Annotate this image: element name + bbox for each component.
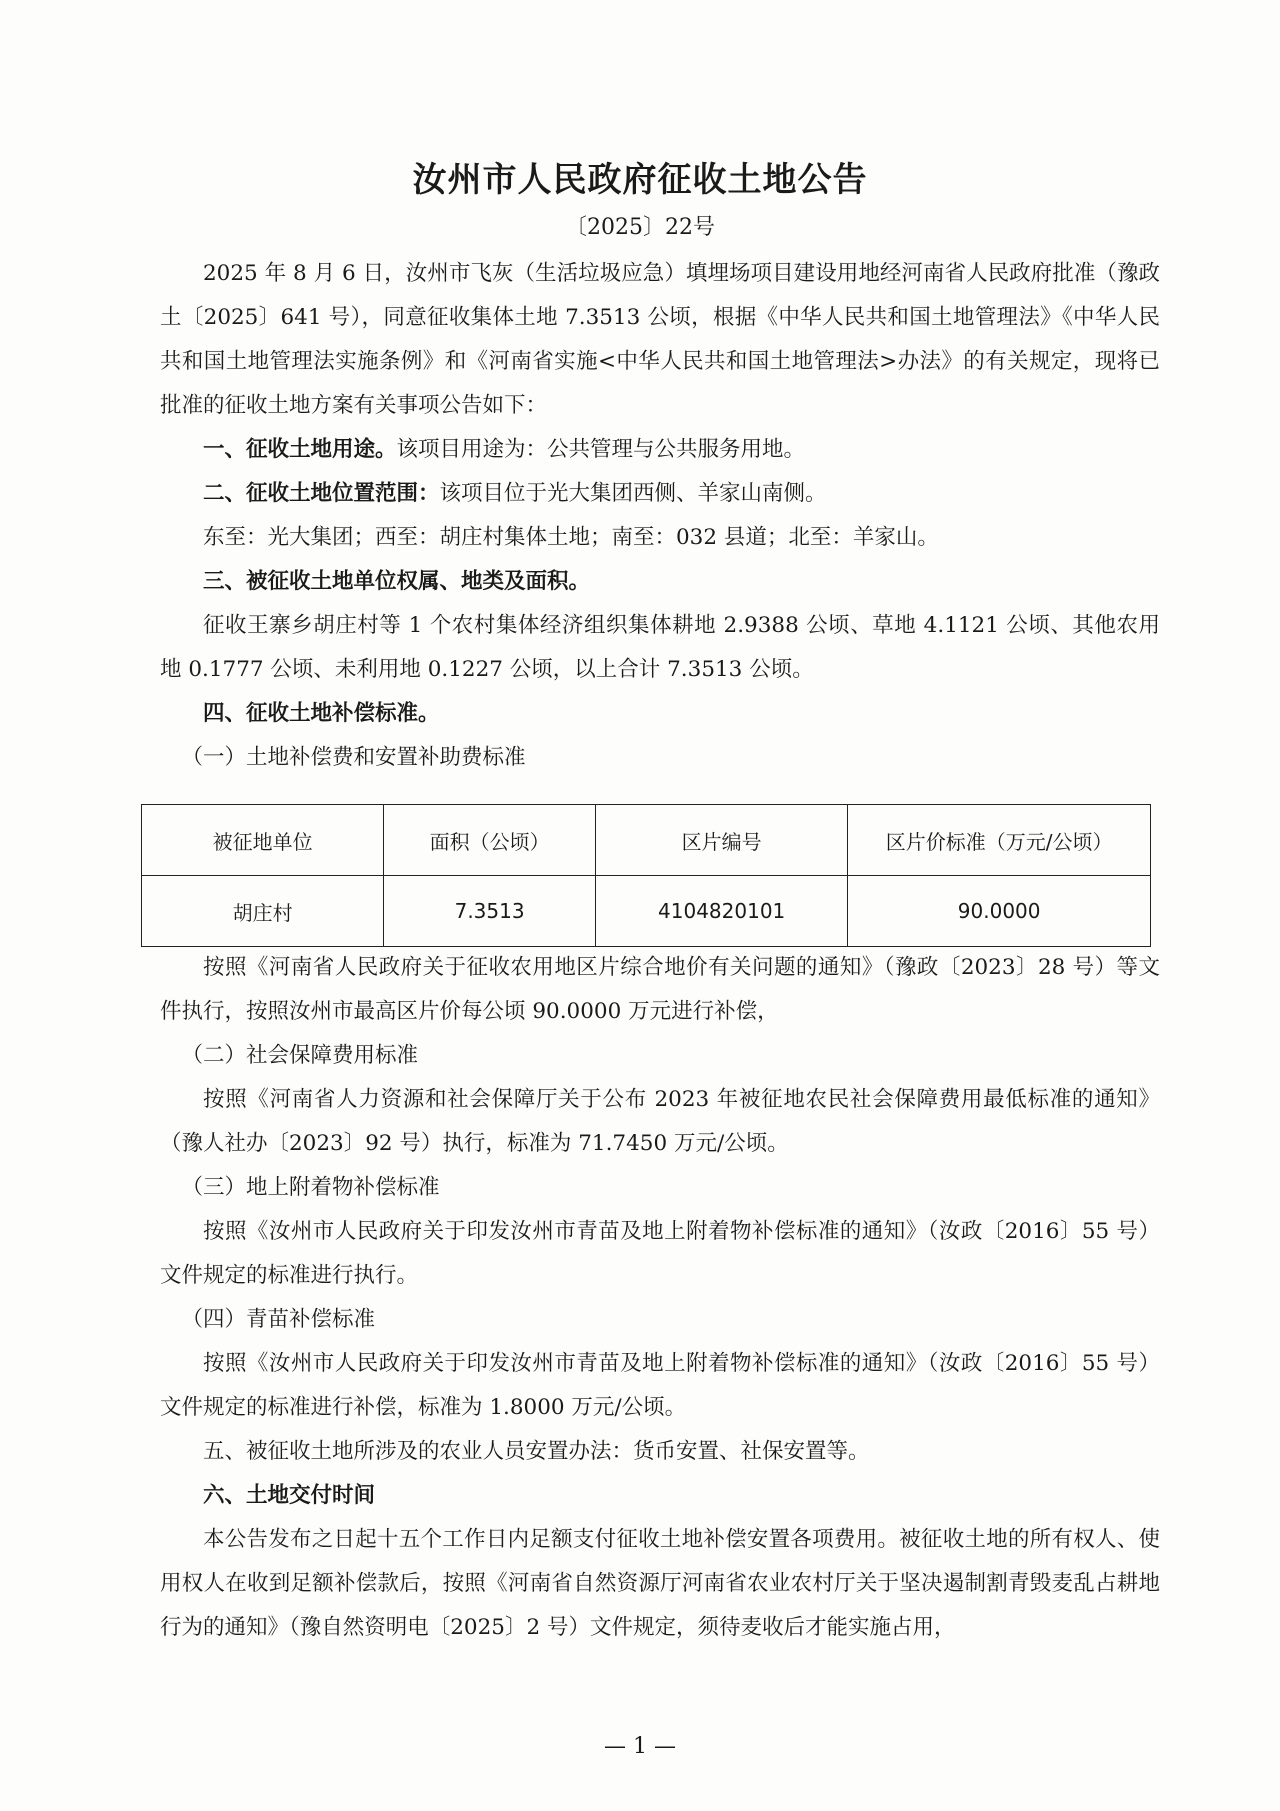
page-number: — 1 — (604, 1734, 676, 1759)
table-cell: 90.0000 (848, 876, 1151, 947)
document-number: 〔2025〕22号 (565, 215, 715, 240)
section-1 (160, 428, 1160, 472)
section-5-text: 五、被征收土地所涉及的农业人员安置办法：货币安置、社保安置等。 (203, 1439, 870, 1464)
section-4-sub-1-heading: （一）土地补偿费和安置补助费标准 (181, 745, 526, 770)
table-header-cell: 被征地单位 (142, 805, 384, 876)
body-upper (160, 252, 1160, 780)
table-row (142, 876, 1151, 947)
section-1-heading: 一、征收土地用途。 (203, 437, 397, 462)
section-3-text: 征收王寨乡胡庄村等 1 个农村集体经济组织集体耕地 2.9388 公顷、草地 4.1121 公顷、其他农用地 0.1777 公顷、未利用地 0.1227 公顷，以上合计 7.3513 公顷。 (160, 613, 1160, 682)
table-cell: 7.3513 (384, 876, 596, 947)
table-header-row (142, 805, 1151, 876)
table-header-cell: 面积（公顷） (384, 805, 596, 876)
section-1-text: 该项目用途为：公共管理与公共服务用地。 (396, 437, 806, 462)
table-cell: 胡庄村 (142, 876, 384, 947)
section-4-sub-4-text: 按照《汝州市人民政府关于印发汝州市青苗及地上附着物补偿标准的通知》（汝政〔2016〕55 号）文件规定的标准进行补偿，标准为 1.8000 万元/公顷。 (160, 1351, 1160, 1420)
section-2 (160, 472, 1160, 516)
section-4-sub-2-text: 按照《河南省人力资源和社会保障厅关于公布 2023 年被征地农民社会保障费用最低标准的通知》（豫人社办〔2023〕92 号）执行，标准为 71.7450 万元/公顷。 (160, 1087, 1160, 1156)
section-4-sub-1-text: 按照《河南省人民政府关于征收农用地区片综合地价有关问题的通知》（豫政〔2023〕28 号）等文件执行，按照汝州市最高区片价每公顷 90.0000 万元进行补偿， (160, 955, 1160, 1024)
section-6-heading: 六、土地交付时间 (203, 1483, 376, 1508)
section-4-sub-4-heading: （四）青苗补偿标准 (181, 1307, 376, 1332)
compensation-table (141, 804, 1151, 947)
table-header-cell: 区片价标准（万元/公顷） (848, 805, 1151, 876)
section-4-heading: 四、征收土地补偿标准。 (203, 701, 440, 726)
table-cell: 4104820101 (596, 876, 848, 947)
intro-paragraph: 2025 年 8 月 6 日，汝州市飞灰（生活垃圾应急）填埋场项目建设用地经河南省人民政府批准（豫政土〔2025〕641 号），同意征收集体土地 7.3513 公顷，根据《中华人民共和国土地管理法》《中华人民共和国土地管理法实施条例》和《河南省实施<中华人民共和国土地管理法>办法》的有关规定，现将已批准的征收土地方案有关事项公告如下： (160, 261, 1160, 418)
section-6-text: 本公告发布之日起十五个工作日内足额支付征收土地补偿安置各项费用。被征收土地的所有权人、使用权人在收到足额补偿款后，按照《河南省自然资源厅河南省农业农村厅关于坚决遏制割青毁麦乱占耕地行为的通知》（豫自然资明电〔2025〕2 号）文件规定，须待麦收后才能实施占用， (160, 1527, 1160, 1640)
section-2-heading: 二、征收土地位置范围： (203, 481, 440, 506)
table-header-cell: 区片编号 (596, 805, 848, 876)
section-4-sub-2-heading: （二）社会保障费用标准 (181, 1043, 419, 1068)
section-2-boundary: 东至：光大集团；西至：胡庄村集体土地；南至：032 县道；北至：羊家山。 (203, 525, 939, 550)
section-3-heading: 三、被征收土地单位权属、地类及面积。 (203, 569, 591, 594)
body-lower (160, 946, 1160, 1650)
section-4-sub-3-heading: （三）地上附着物补偿标准 (181, 1175, 440, 1200)
page-title: 汝州市人民政府征收土地公告 (412, 160, 868, 200)
section-2-text: 该项目位于光大集团西侧、羊家山南侧。 (439, 481, 827, 506)
section-4-sub-3-text: 按照《汝州市人民政府关于印发汝州市青苗及地上附着物补偿标准的通知》（汝政〔2016〕55 号）文件规定的标准进行执行。 (160, 1219, 1160, 1288)
